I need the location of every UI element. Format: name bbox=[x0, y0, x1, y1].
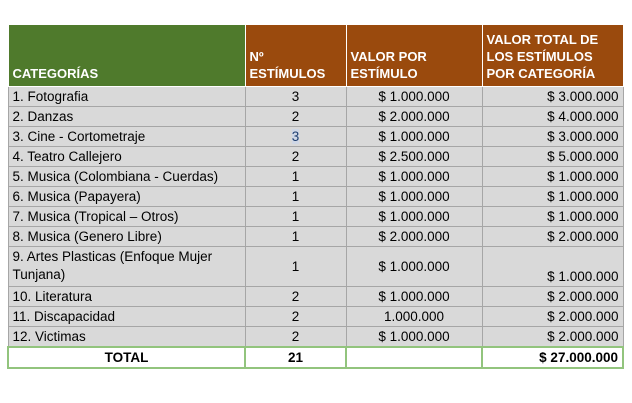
table-row bbox=[8, 327, 623, 348]
cell-total: $ 2.000.000 bbox=[482, 307, 623, 327]
table-row bbox=[8, 227, 623, 247]
cell-categoria: 2. Danzas bbox=[8, 107, 245, 127]
cell-total: $ 3.000.000 bbox=[482, 127, 623, 147]
cell-valor: 1.000.000 bbox=[346, 307, 482, 327]
cell-valor: $ 1.000.000 bbox=[346, 167, 482, 187]
table-row bbox=[8, 147, 623, 167]
header-row bbox=[8, 25, 623, 87]
cell-num bbox=[245, 127, 346, 147]
table-row bbox=[8, 287, 623, 307]
cell-valor: $ 2.000.000 bbox=[346, 107, 482, 127]
table-row bbox=[8, 107, 623, 127]
cell-categoria: 7. Musica (Tropical – Otros) bbox=[8, 207, 245, 227]
cell-num: 2 bbox=[245, 147, 346, 167]
cell-categoria: 1. Fotografia bbox=[8, 87, 245, 107]
selected-cell-value: 3 bbox=[291, 129, 300, 144]
cell-total: $ 2.000.000 bbox=[482, 287, 623, 307]
cell-num: 2 bbox=[245, 307, 346, 327]
cell-total: $ 5.000.000 bbox=[482, 147, 623, 167]
table-row bbox=[8, 207, 623, 227]
table-row bbox=[8, 187, 623, 207]
cell-valor: $ 1.000.000 bbox=[346, 287, 482, 307]
cell-total: $ 3.000.000 bbox=[482, 87, 623, 107]
cell-total: $ 1.000.000 bbox=[482, 207, 623, 227]
header-num-estimulos: Nº ESTÍMULOS bbox=[245, 25, 346, 87]
cell-total: $ 4.000.000 bbox=[482, 107, 623, 127]
cell-total: $ 1.000.000 bbox=[482, 187, 623, 207]
cell-num: 2 bbox=[245, 287, 346, 307]
cell-categoria: 11. Discapacidad bbox=[8, 307, 245, 327]
table-row bbox=[8, 87, 623, 107]
cell-num: 3 bbox=[245, 87, 346, 107]
cell-valor: $ 2.500.000 bbox=[346, 147, 482, 167]
header-valor-por-estimulo: VALOR POR ESTÍMULO bbox=[346, 25, 482, 87]
total-row bbox=[8, 347, 623, 368]
cell-categoria: 8. Musica (Genero Libre) bbox=[8, 227, 245, 247]
cell-valor: $ 1.000.000 bbox=[346, 327, 482, 348]
cell-categoria: 5. Musica (Colombiana - Cuerdas) bbox=[8, 167, 245, 187]
header-valor-total: VALOR TOTAL DE LOS ESTÍMULOS POR CATEGORÍA bbox=[482, 25, 623, 87]
cell-num: 1 bbox=[245, 227, 346, 247]
cell-valor: $ 1.000.000 bbox=[346, 247, 482, 287]
cell-valor: $ 1.000.000 bbox=[346, 127, 482, 147]
cell-total: $ 1.000.000 bbox=[482, 167, 623, 187]
cell-num: 1 bbox=[245, 167, 346, 187]
cell-categoria: 4. Teatro Callejero bbox=[8, 147, 245, 167]
cell-total: $ 2.000.000 bbox=[482, 227, 623, 247]
cell-valor: $ 2.000.000 bbox=[346, 227, 482, 247]
table-row bbox=[8, 167, 623, 187]
cell-categoria: 10. Literatura bbox=[8, 287, 245, 307]
cell-num: 2 bbox=[245, 107, 346, 127]
cell-valor: $ 1.000.000 bbox=[346, 207, 482, 227]
table-row bbox=[8, 247, 623, 287]
cell-valor: $ 1.000.000 bbox=[346, 87, 482, 107]
total-valor: $ 27.000.000 bbox=[482, 347, 623, 368]
cell-valor: $ 1.000.000 bbox=[346, 187, 482, 207]
cell-num: 1 bbox=[245, 187, 346, 207]
cell-num: 1 bbox=[245, 247, 346, 287]
total-num-estimulos: 21 bbox=[245, 347, 346, 368]
cell-total: $ 2.000.000 bbox=[482, 327, 623, 348]
cell-categoria: 6. Musica (Papayera) bbox=[8, 187, 245, 207]
cell-categoria: 12. Victimas bbox=[8, 327, 245, 348]
cell-total: $ 1.000.000 bbox=[482, 247, 623, 287]
table-row bbox=[8, 127, 623, 147]
cell-num: 2 bbox=[245, 327, 346, 348]
cell-categoria: 3. Cine - Cortometraje bbox=[8, 127, 245, 147]
table-row bbox=[8, 307, 623, 327]
estimulos-table bbox=[7, 24, 624, 369]
cell-categoria: 9. Artes Plasticas (Enfoque Mujer Tunjana) bbox=[8, 247, 245, 287]
total-label: TOTAL bbox=[8, 347, 245, 368]
header-categorias: CATEGORÍAS bbox=[8, 25, 245, 87]
cell-num: 1 bbox=[245, 207, 346, 227]
total-empty-cell bbox=[346, 347, 482, 368]
